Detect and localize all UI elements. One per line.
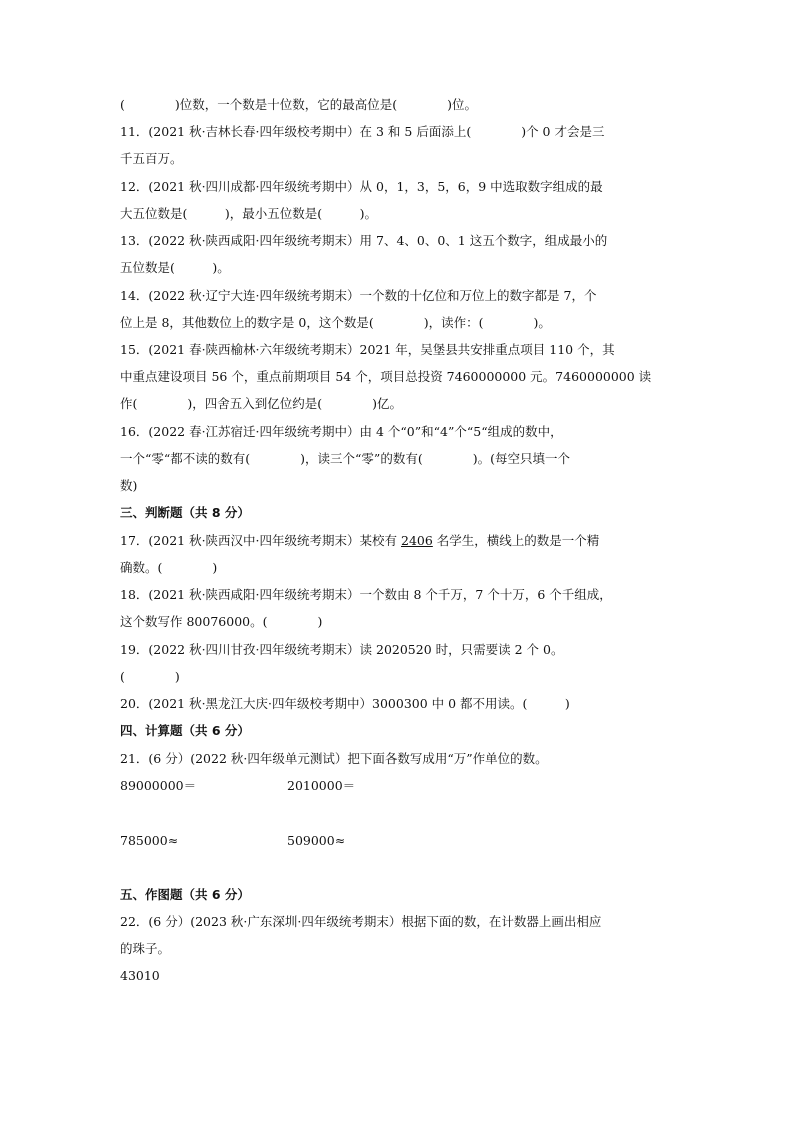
section-3-heading: 三、判断题（共 8 分） — [120, 505, 250, 520]
q22-line2: 的珠子。 — [120, 941, 171, 956]
q13-line2: 五位数是( )。 — [120, 260, 230, 275]
q10-continuation: ( )位数，一个数是十位数，它的最高位是( )位。 — [120, 97, 478, 112]
q16-line2: 一个“零“都不读的数有( )，读三个“零”的数有( )。(每空只填一个 — [120, 451, 570, 466]
q21-line1: 21．(6 分）(2022 秋·四年级单元测试）把下面各数写成用“万”作单位的数。 — [120, 751, 548, 766]
q12-line2: 大五位数是( )，最小五位数是( )。 — [120, 206, 378, 221]
q15-line2: 中重点建设项目 56 个，重点前期项目 54 个，项目总投资 7460000000 元。7460000000 读 — [120, 369, 652, 384]
q16-line1: 16．(2022 春·江苏宿迁·四年级统考期中）由 4 个“0”和“4”个“5“组成的数中， — [120, 424, 563, 439]
q21-calc-3: 785000≈ — [120, 833, 179, 848]
q15-line3: 作( )，四舍五入到亿位约是( )亿。 — [120, 396, 403, 411]
q13-line1: 13．(2022 秋·陕西咸阳·四年级统考期末）用 7、4、0、0、1 这五个数字，组成最小的 — [120, 233, 608, 248]
q21-calc-2: 2010000＝ — [287, 778, 356, 793]
q15-line1: 15．(2021 春·陕西榆林·六年级统考期末）2021 年，吴堡县共安排重点项目 110 个，其 — [120, 342, 615, 357]
q22-line1: 22．(6 分）(2023 秋·广东深圳·四年级统考期末）根据下面的数，在计数器上画出相应 — [120, 914, 602, 929]
q12-line1: 12．(2021 秋·四川成都·四年级统考期中）从 0，1，3，5，6，9 中选取数字组成的最 — [120, 179, 603, 194]
q22-number: 43010 — [120, 968, 160, 983]
q20-line1: 20．(2021 秋·黑龙江大庆·四年级校考期中）3000300 中 0 都不用读。( ) — [120, 696, 570, 711]
q14-line2: 位上是 8，其他数位上的数字是 0，这个数是( )，读作：( )。 — [120, 315, 551, 330]
q16-line3: 数) — [120, 478, 138, 493]
q14-line1: 14．(2022 秋·辽宁大连·四年级统考期末）一个数的十亿位和万位上的数字都是 7，个 — [120, 288, 597, 303]
q11-line2: 千五百万。 — [120, 151, 183, 166]
q19-line2: ( ) — [120, 669, 180, 684]
q17-underlined-number: 2406 — [401, 533, 433, 548]
q21-calc-4: 509000≈ — [287, 833, 346, 848]
q17-line2: 确数。( ) — [120, 560, 218, 575]
q11-line1: 11．(2021 秋·吉林长春·四年级校考期中）在 3 和 5 后面添上( )个 0 才会是三 — [120, 124, 605, 139]
q18-line2: 这个数写作 80076000。( ) — [120, 614, 323, 629]
q17-text-b: 名学生，横线上的数是一个精 — [432, 533, 600, 548]
q19-line1: 19．(2022 秋·四川甘孜·四年级统考期末）读 2020520 时，只需要读 2 个 0。 — [120, 642, 564, 657]
section-4-heading: 四、计算题（共 6 分） — [120, 723, 250, 738]
q17-text-a: 17．(2021 秋·陕西汉中·四年级统考期末）某校有 — [120, 533, 401, 548]
section-5-heading: 五、作图题（共 6 分） — [120, 887, 250, 902]
q21-calc-1: 89000000＝ — [120, 778, 197, 793]
q18-line1: 18．(2021 秋·陕西咸阳·四年级统考期末）一个数由 8 个千万，7 个十万，6 个千组成， — [120, 587, 612, 602]
q17-line1 — [120, 532, 599, 550]
